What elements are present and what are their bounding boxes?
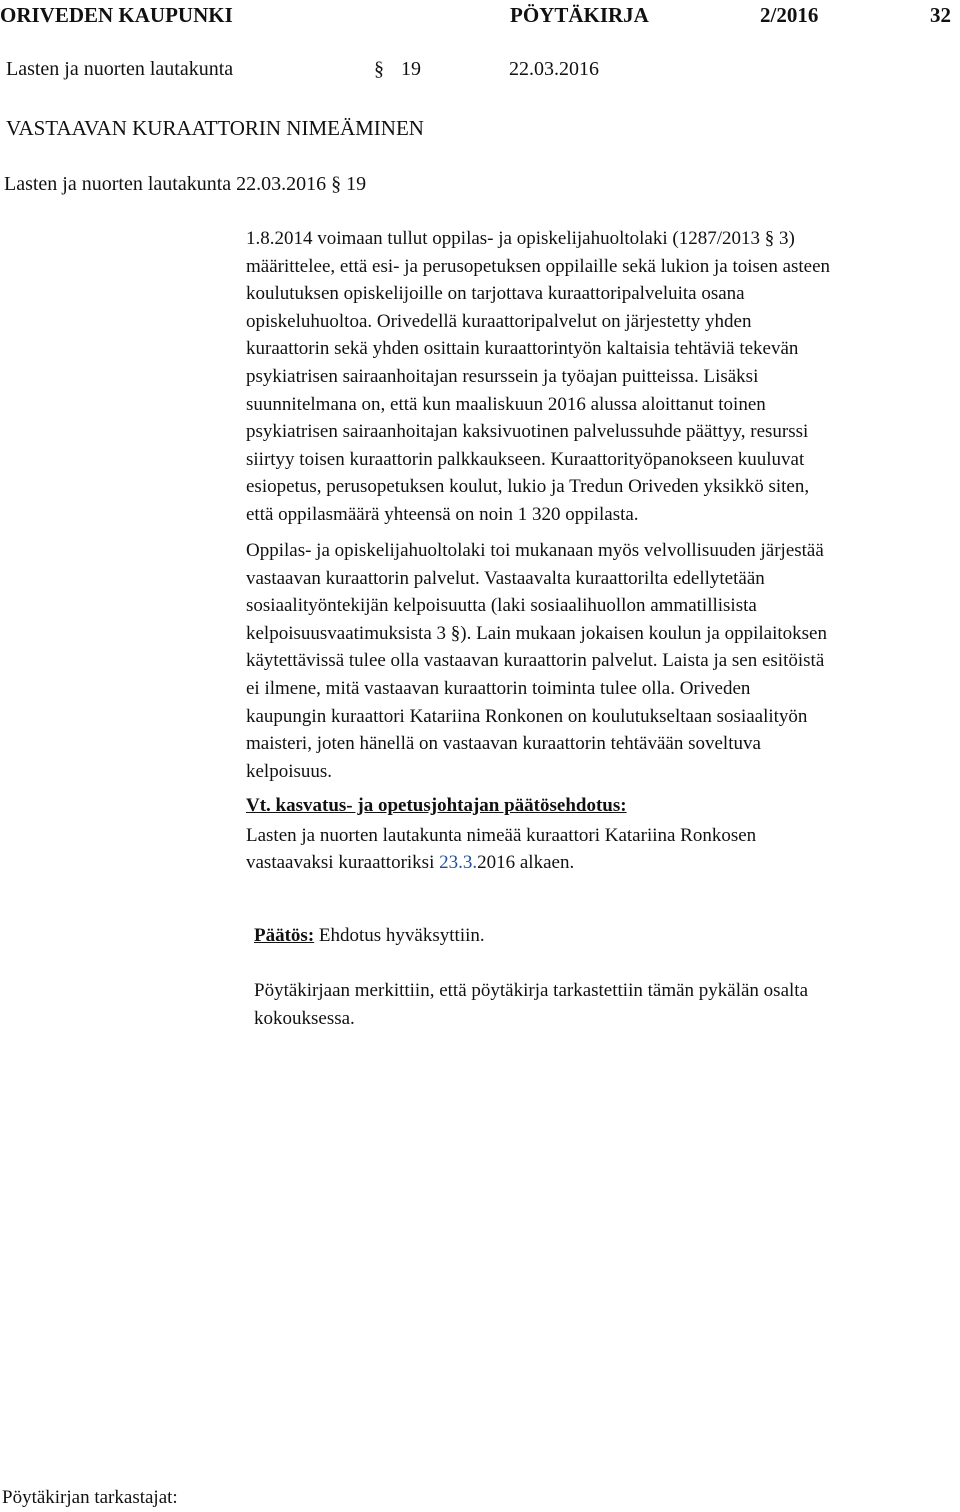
text-line: esiopetus, perusopetuksen koulut, lukio ja Tredun Oriveden yksikkö siten, [246, 476, 810, 498]
text-line: psykiatrisen sairaanhoitajan resurssein ja työajan puitteissa. Lisäksi [246, 365, 759, 387]
text-line: siirtyy toisen kuraattorin palkkaukseen. Kuraattorityöpanokseen kuuluvat [246, 448, 805, 470]
section-meta: Lasten ja nuorten lautakunta 22.03.2016 § 19 [4, 173, 367, 195]
doc-type: PÖYTÄKIRJA [510, 3, 649, 27]
text-line: 1.8.2014 voimaan tullut oppilas- ja opiskelijahuoltolaki (1287/2013 § 3) [246, 228, 795, 249]
proposal-line-2 [246, 849, 960, 877]
text-line: sosiaalityöntekijän kelpoisuutta (laki sosiaalihuollon ammatillisista [246, 595, 757, 617]
text-line: käytettävissä tulee olla vastaavan kuraattorin palvelut. Laista ja sen esitöistä [246, 650, 825, 672]
text-line: kelpoisuusvaatimuksista 3 §). Lain mukaan jokaisen koulun ja oppilaitoksen [246, 622, 827, 644]
text-line: määrittelee, että esi- ja perusopetuksen oppilaille sekä lukion ja toisen asteen [246, 255, 831, 277]
text-line: kelpoisuus. [246, 760, 333, 782]
proposal-section [246, 792, 960, 877]
text-line: psykiatrisen sairaanhoitajan kaksivuotinen palvelussuhde päättyy, resurssi [246, 421, 809, 443]
text-line: Oppilas- ja opiskelijahuoltolaki toi mukanaan myös velvollisuuden järjestää [246, 540, 824, 561]
decision-text: Ehdotus hyväksyttiin. [314, 925, 485, 946]
proposal-line-1: Lasten ja nuorten lautakunta nimeää kuraattori Katariina Ronkosen [246, 824, 757, 846]
text-line: suunnitelmana on, että kun maaliskuun 2016 alussa aloittanut toinen [246, 393, 766, 415]
text-line: ei ilmene, mitä vastaavan kuraattorin toiminta tulee olla. Oriveden [246, 677, 751, 699]
decision-label: Päätös: [254, 925, 315, 946]
decision-section [254, 922, 960, 950]
text-line: maisteri, joten hänellä on vastaavan kuraattorin tehtävään soveltuva [246, 733, 761, 755]
text-line: opiskeluhuoltoa. Orivedellä kuraattoripalvelut on järjestetty yhden [246, 310, 752, 332]
meeting-date: 22.03.2016 [509, 58, 599, 80]
text-line: Pöytäkirjaan merkittiin, että pöytäkirja tarkastettiin tämän pykälän osalta [254, 980, 808, 1001]
section-mark: § [374, 58, 384, 80]
page-number: 32 [930, 3, 951, 27]
proposal-line-2-suffix: 2016 alkaen. [477, 852, 575, 874]
text-line: kaupungin kuraattori Katariina Ronkonen on koulutukseltaan sosiaalityön [246, 705, 808, 727]
paragraph-1 [246, 225, 960, 529]
text-line: kokouksessa. [254, 1007, 355, 1029]
section-number: 19 [401, 58, 421, 80]
text-line: kuraattorin sekä yhden osittain kuraattorintyön kaltaisia tehtäviä tekevän [246, 338, 799, 360]
text-line: vastaavan kuraattorin palvelut. Vastaavalta kuraattorilta edellytetään [246, 567, 765, 589]
text-line: koulutuksen opiskelijoille on tarjottava kuraattoripalveluita osana [246, 283, 745, 305]
paragraph-2 [246, 537, 960, 785]
proposal-line-2-prefix: vastaavaksi kuraattoriksi [246, 852, 440, 874]
effective-date: 23.3. [439, 852, 478, 874]
text-line: että oppilasmäärä yhteensä on noin 1 320 oppilasta. [246, 503, 639, 525]
footer-reviewers: Pöytäkirjan tarkastajat: [2, 1487, 178, 1508]
minutes-note [254, 977, 960, 1032]
page-title: VASTAAVAN KURAATTORIN NIMEÄMINEN [6, 116, 424, 140]
proposal-heading: Vt. kasvatus- ja opetusjohtajan päätösehdotus: [246, 795, 627, 816]
doc-number: 2/2016 [760, 3, 819, 27]
committee-name: Lasten ja nuorten lautakunta [6, 58, 234, 80]
org-name: ORIVEDEN KAUPUNKI [0, 3, 233, 27]
